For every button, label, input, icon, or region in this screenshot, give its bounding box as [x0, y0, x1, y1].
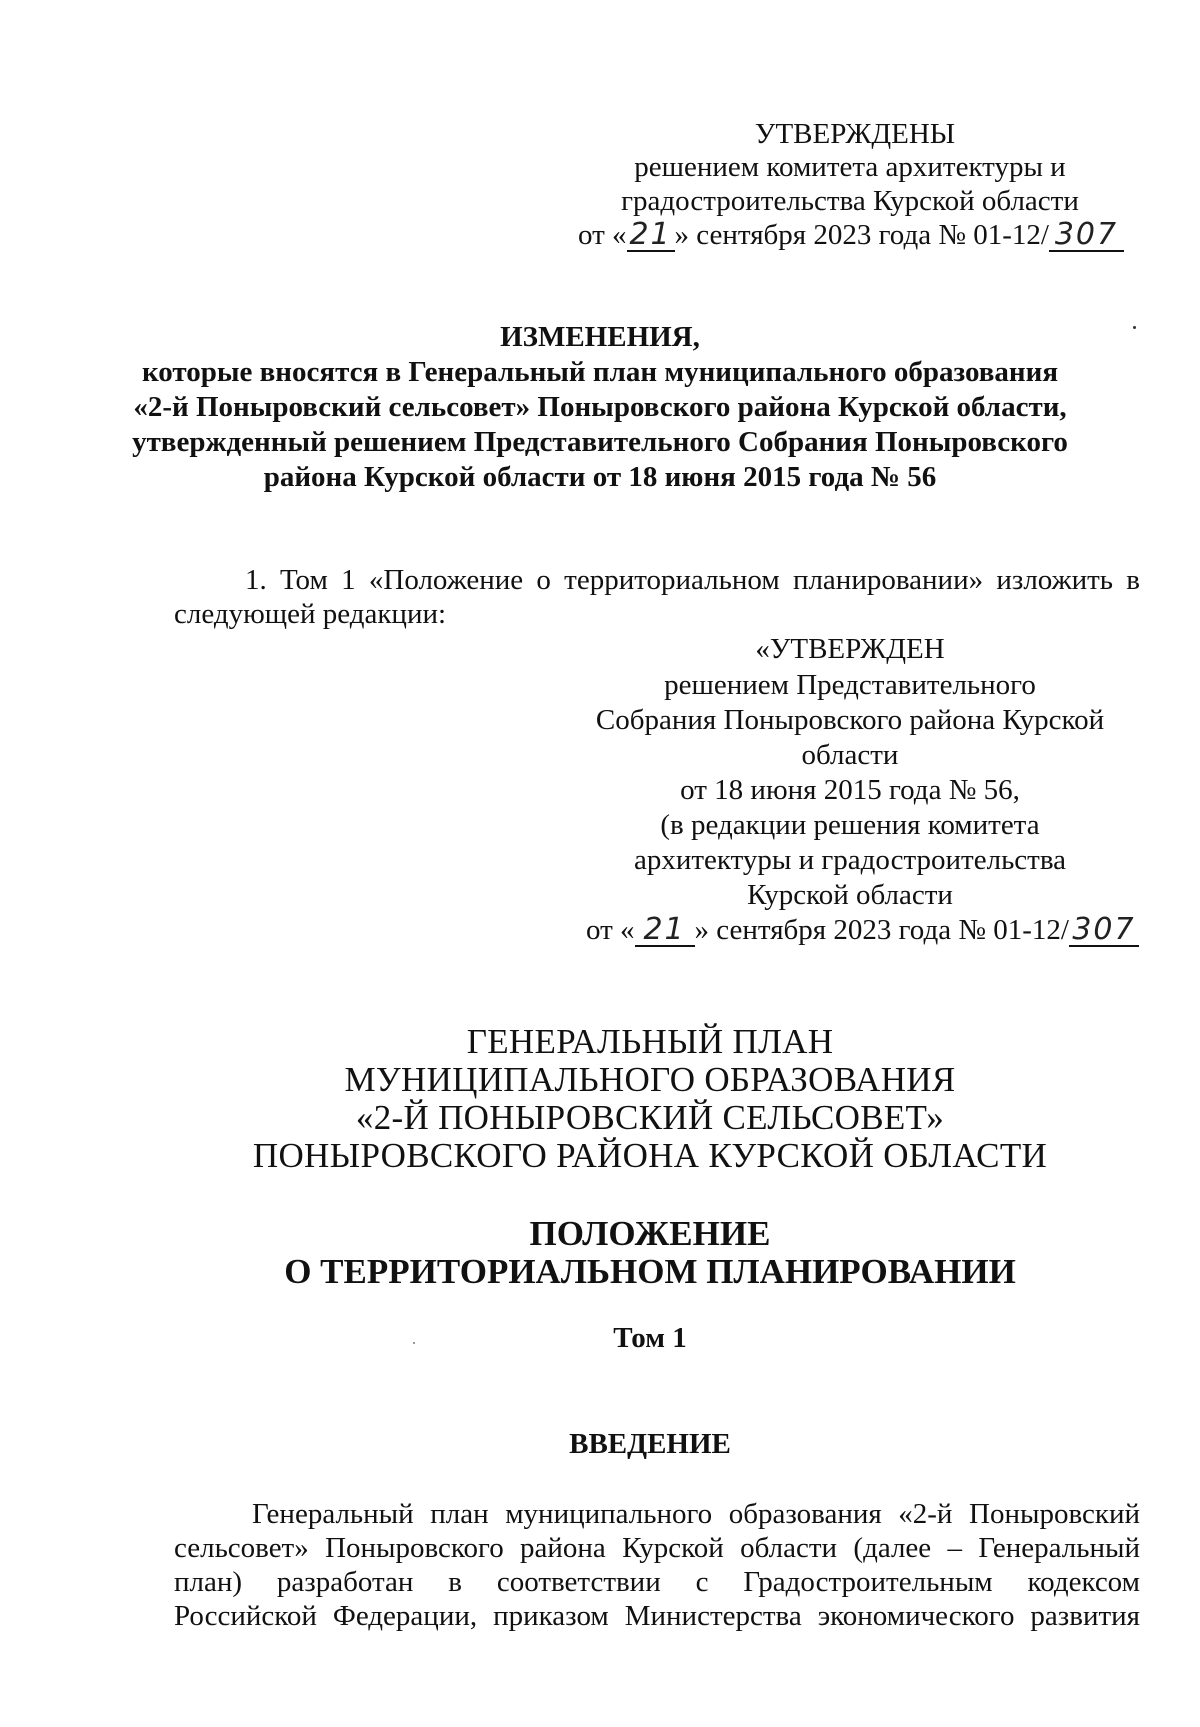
general-plan-line-1: ГЕНЕРАЛЬНЫЙ ПЛАН	[466, 1022, 834, 1061]
regulation-line-2: О ТЕРРИТОРИАЛЬНОМ ПЛАНИРОВАНИИ	[284, 1252, 1016, 1291]
approval-date-day: 21	[627, 220, 675, 252]
general-plan-line-3: «2-Й ПОНЫРОВСКИЙ СЕЛЬСОВЕТ»	[355, 1098, 945, 1137]
approval2-date-number: 307	[1069, 915, 1139, 947]
regulation-line-1: ПОЛОЖЕНИЕ	[529, 1214, 771, 1253]
approval2-line-7: Курской области	[747, 879, 953, 911]
approval2-line-4: от 18 июня 2015 года № 56,	[680, 774, 1020, 806]
general-plan-line-2: МУНИЦИПАЛЬНОГО ОБРАЗОВАНИЯ	[344, 1060, 956, 1099]
approval-date-prefix: от «	[578, 219, 627, 251]
approval-date-line	[578, 218, 1124, 252]
item1-line-1: 1. Том 1 «Положение о территориальном планировании» изложить в	[245, 564, 1140, 596]
changes-title: ИЗМЕНЕНИЯ,	[500, 321, 700, 353]
changes-line-3: утвержденный решением Представительного Собрания Поныровского	[132, 426, 1068, 458]
approval-date-number: 307	[1049, 220, 1124, 252]
changes-line-1: которые вносятся в Генеральный план муниципального образования	[141, 356, 1059, 388]
introduction-line-1: Генеральный план муниципального образования «2-й Поныровский	[252, 1498, 1140, 1530]
approval2-date-day: 21	[635, 915, 695, 947]
approval2-line-5: (в редакции решения комитета	[660, 809, 1040, 841]
approval-line-1: решением комитета архитектуры и	[634, 151, 1066, 183]
introduction-title: ВВЕДЕНИЕ	[569, 1428, 731, 1460]
approval2-line-6: архитектуры и градостроительства	[633, 844, 1067, 876]
approval2-date-prefix: от «	[586, 914, 635, 946]
approval2-line-2: Собрания Поныровского района Курской	[595, 704, 1105, 736]
volume-label: Том 1	[613, 1322, 687, 1354]
approval-date-middle: » сентября 2023 года № 01-12/	[674, 219, 1049, 251]
changes-line-4: района Курской области от 18 июня 2015 года № 56	[263, 461, 937, 493]
approval-title: УТВЕРЖДЕНЫ	[754, 118, 956, 150]
approval2-date-line	[586, 913, 1139, 947]
introduction-line-4: Российской Федерации, приказом Министерства экономического развития	[174, 1600, 1140, 1632]
approval2-line-1: решением Представительного	[664, 669, 1036, 701]
approval-line-2: градостроительства Курской области	[621, 185, 1079, 217]
approval2-date-middle: » сентября 2023 года № 01-12/	[694, 914, 1069, 946]
introduction-line-2: сельсовет» Поныровского района Курской области (далее – Генеральный	[174, 1532, 1140, 1564]
introduction-line-3: план) разработан в соответствии с Градостроительным кодексом	[174, 1566, 1140, 1598]
item1-line-2: следующей редакции:	[174, 598, 447, 630]
approval2-line-3: области	[801, 739, 899, 771]
general-plan-line-4: ПОНЫРОВСКОГО РАЙОНА КУРСКОЙ ОБЛАСТИ	[252, 1136, 1048, 1175]
changes-line-2: «2-й Поныровский сельсовет» Поныровского района Курской области,	[133, 391, 1067, 423]
approval2-title: «УТВЕРЖДЕН	[755, 633, 945, 665]
